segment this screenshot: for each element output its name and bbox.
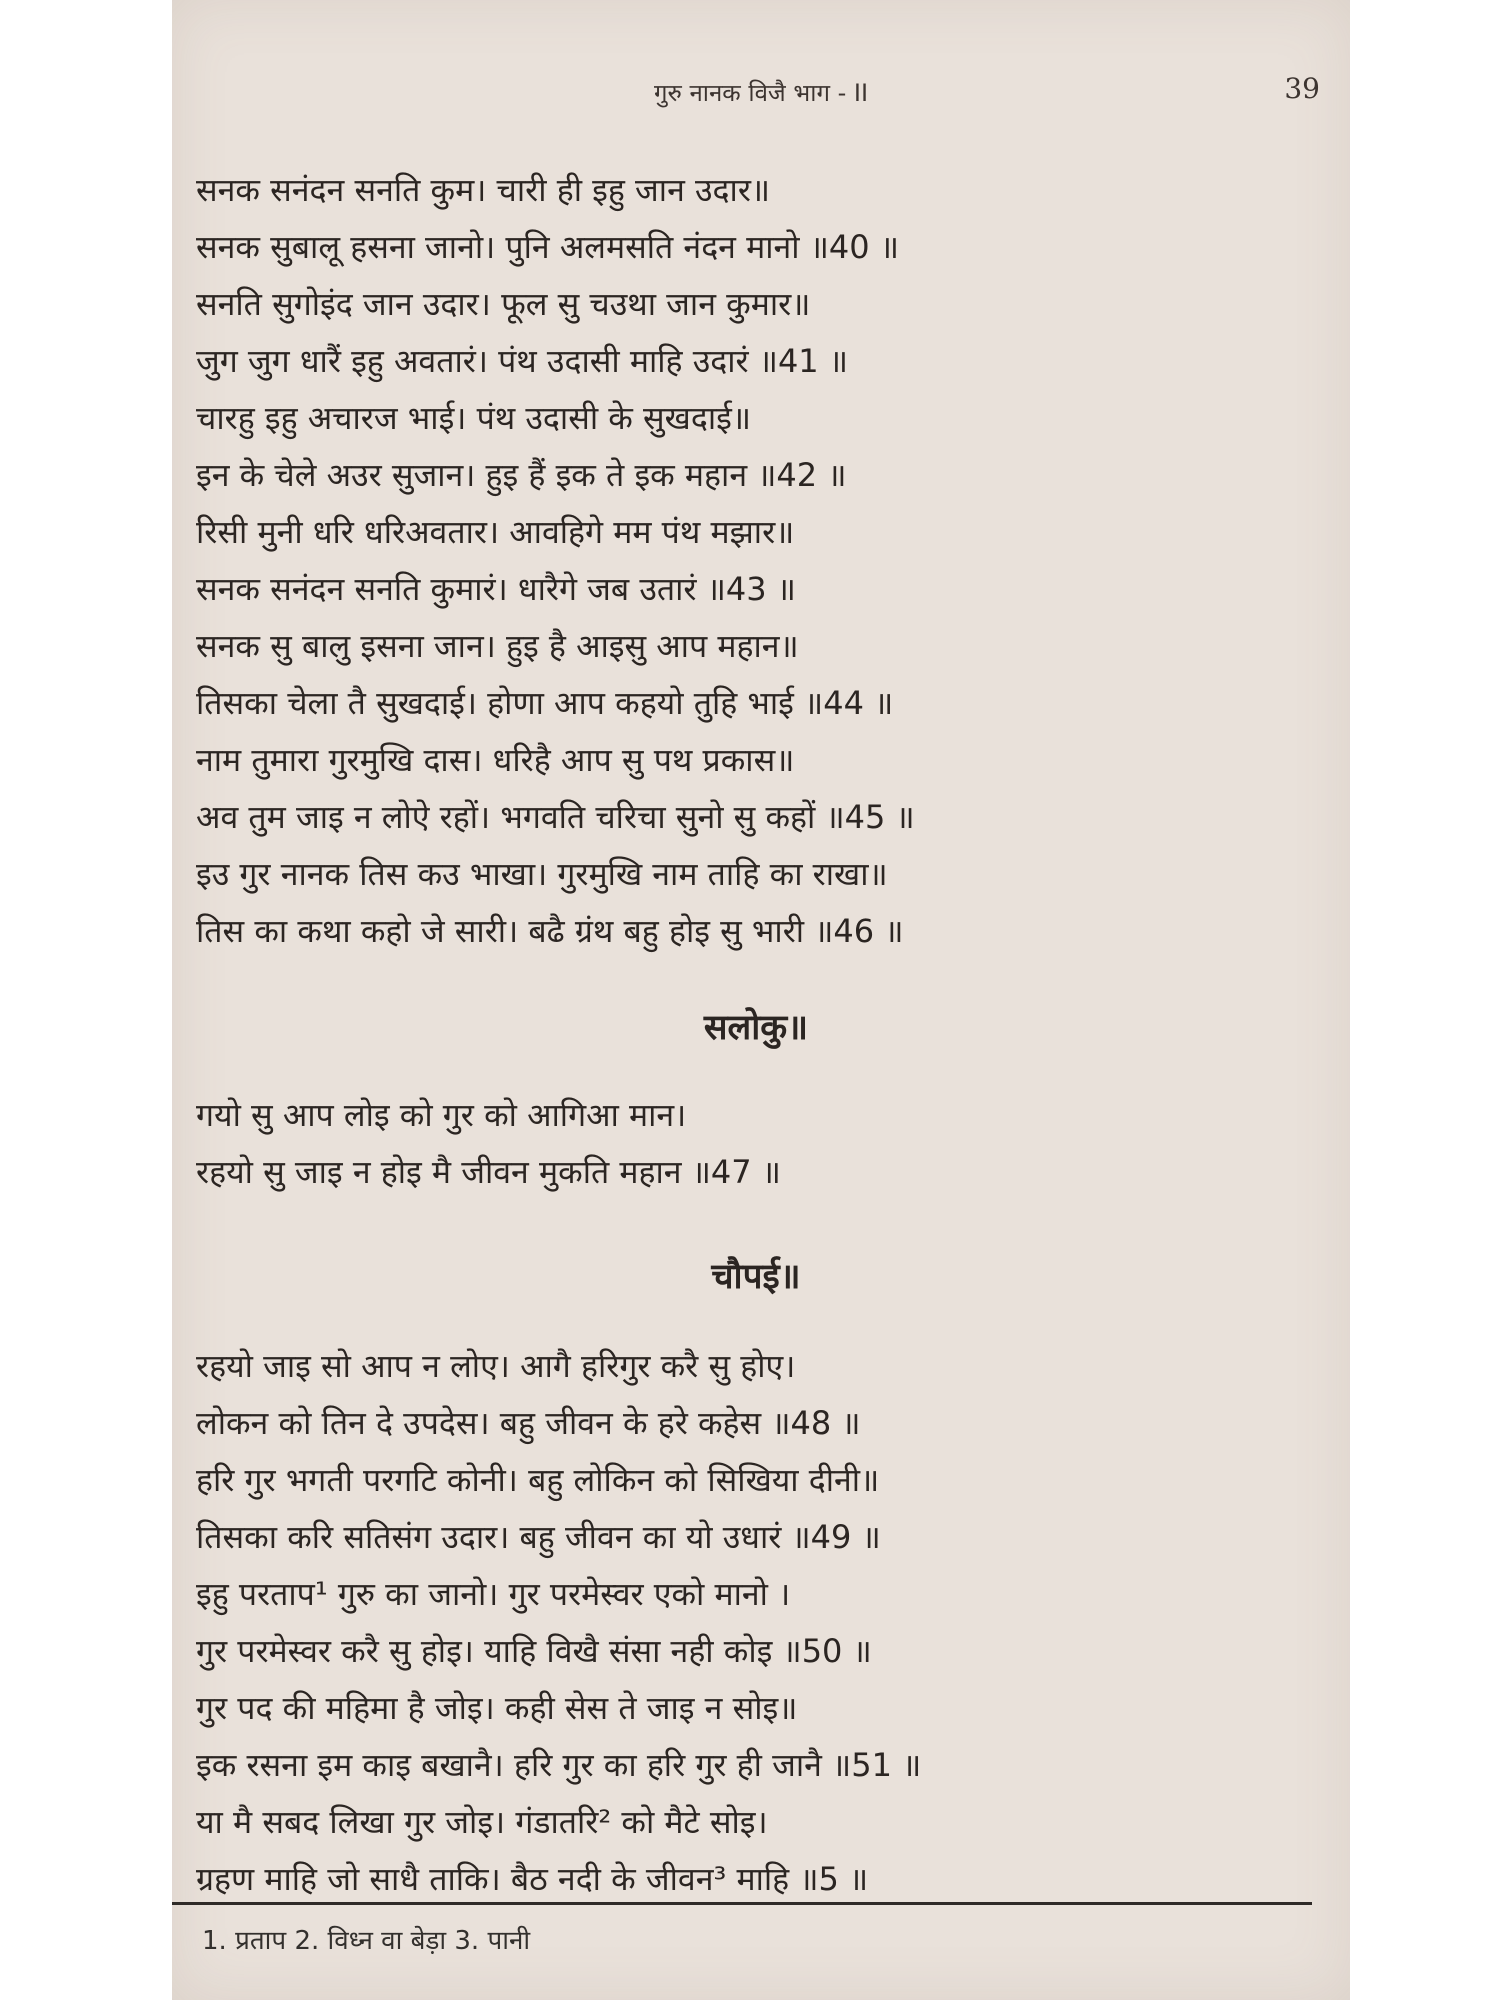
footnote-divider: [172, 1902, 1312, 1905]
verse-line: ग्रहण माहि जो साधै ताकि। बैठ नदी के जीवन³ माहि ॥5 ॥: [196, 1860, 869, 1898]
verse-line: गयो सु आप लोइ को गुर को आगिआ मान।: [196, 1096, 687, 1134]
verse-line: चारहु इहु अचारज भाई। पंथ उदासी के सुखदाई॥: [196, 399, 752, 437]
verse-line: इक रसना इम काइ बखानै। हरि गुर का हरि गुर ही जानै ॥51 ॥: [196, 1746, 922, 1784]
section-heading-salok: सलोकु॥: [703, 1008, 809, 1048]
verse-line: रिसी मुनी धरि धरिअवतार। आवहिगे मम पंथ मझार॥: [196, 513, 795, 551]
verse-line: सनक सुबालू हसना जानो। पुनि अलमसति नंदन मानो ॥40 ॥: [196, 228, 899, 266]
verse-line: गुर पद की महिमा है जोइ। कही सेस ते जाइ न सोइ॥: [196, 1689, 798, 1727]
verse-line: सनति सुगोइंद जान उदार। फूल सु चउथा जान कुमार॥: [196, 285, 811, 323]
verse-line: गुर परमेस्वर करै सु होइ। याहि विखै संसा नही कोइ ॥50 ॥: [196, 1632, 872, 1670]
verse-line: लोकन को तिन दे उपदेस। बहु जीवन के हरे कहेस ॥48 ॥: [196, 1404, 861, 1442]
footnotes: 1. प्रताप 2. विध्न वा बेड़ा 3. पानी: [202, 1926, 531, 1956]
verse-line: तिस का कथा कहो जे सारी। बढै ग्रंथ बहु होइ सु भारी ॥46 ॥: [196, 912, 904, 950]
verse-line: नाम तुमारा गुरमुखि दास। धरिहै आप सु पथ प्रकास॥: [196, 741, 795, 779]
verse-line: सनक सनंदन सनति कुम। चारी ही इहु जान उदार॥: [196, 171, 771, 209]
book-page: [172, 0, 1350, 2000]
page-header: [172, 70, 1350, 120]
page-number: 39: [1284, 72, 1320, 105]
verse-line: जुग जुग धारैं इहु अवतारं। पंथ उदासी माहि उदारं ॥41 ॥: [196, 342, 849, 380]
body-text: [196, 162, 1316, 1908]
verse-line: रहयो जाइ सो आप न लोए। आगै हरिगुर करै सु होए।: [196, 1347, 796, 1385]
verse-line: तिसका चेला तै सुखदाई। होणा आप कहयो तुहि भाई ॥44 ॥: [196, 684, 894, 722]
verse-line: सनक सु बालु इसना जान। हुइ है आइसु आप महान॥: [196, 627, 799, 665]
verse-line: इउ गुर नानक तिस कउ भाखा। गुरमुखि नाम ताहि का राखा॥: [196, 855, 888, 893]
verse-line: अव तुम जाइ न लोऐ रहों। भगवति चरिचा सुनो सु कहों ॥45 ॥: [196, 798, 915, 836]
running-title: गुरु नानक विजै भाग - II: [653, 79, 869, 107]
verse-line: इन के चेले अउर सुजान। हुइ हैं इक ते इक महान ॥42 ॥: [196, 456, 847, 494]
verse-line: रहयो सु जाइ न होइ मै जीवन मुकति महान ॥47 ॥: [196, 1153, 781, 1191]
section-heading-chaupai: चौपई॥: [711, 1257, 801, 1297]
verse-line: इहु परताप¹ गुरु का जानो। गुर परमेस्वर एको मानो ।: [196, 1575, 791, 1613]
verse-line: तिसका करि सतिसंग उदार। बहु जीवन का यो उधारं ॥49 ॥: [196, 1518, 881, 1556]
verse-line: सनक सनंदन सनति कुमारं। धारैगे जब उतारं ॥43 ॥: [196, 570, 796, 608]
verse-line: हरि गुर भगती परगटि कोनी। बहु लोकिन को सिखिया दीनी॥: [196, 1461, 880, 1499]
verse-line: या मै सबद लिखा गुर जोइ। गंडातरि² को मैटे सोइ।: [196, 1803, 768, 1841]
